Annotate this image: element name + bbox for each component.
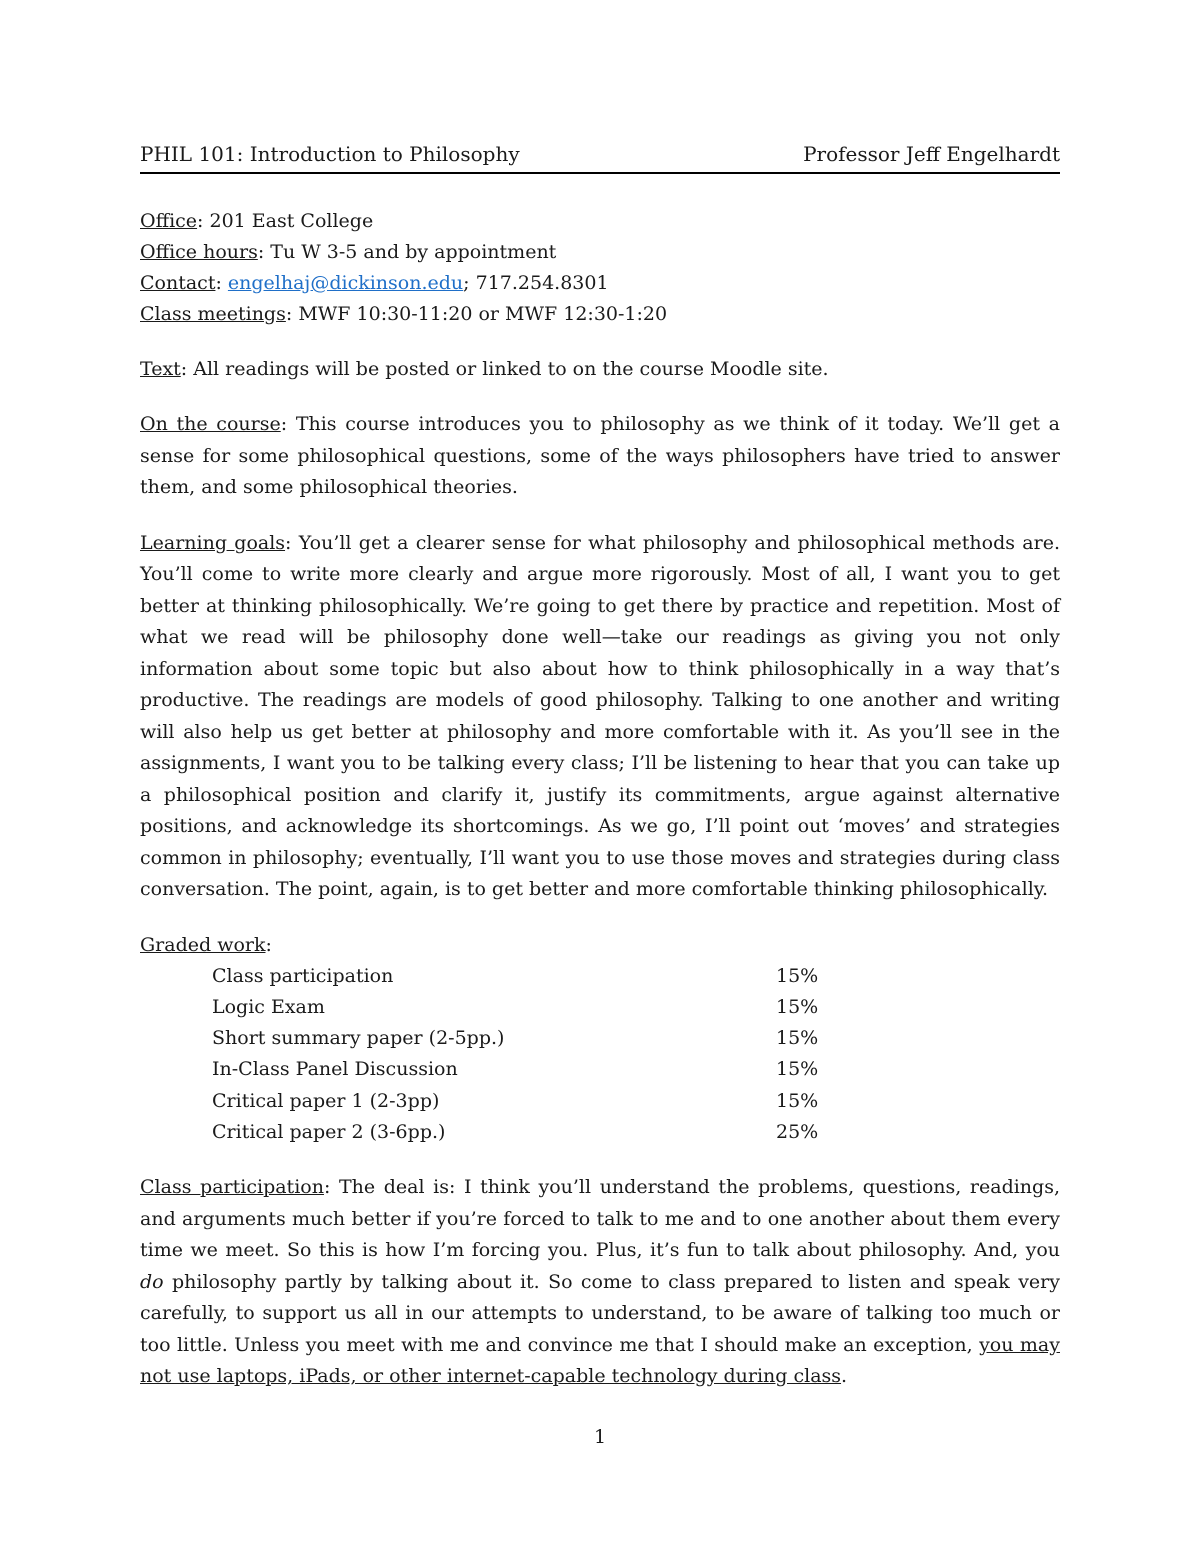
class-participation-label: Class participation — [140, 1176, 324, 1199]
office-value: 201 East College — [209, 210, 374, 232]
text-label: Text — [140, 358, 181, 380]
office-label: Office — [140, 210, 198, 232]
graded-work-weight: 25% — [776, 1120, 819, 1143]
page-header — [140, 140, 1060, 174]
phone-number: 717.254.8301 — [475, 272, 609, 294]
professor-name: Professor Jeff Engelhardt — [803, 142, 1060, 166]
graded-work-label: Graded work — [140, 933, 266, 956]
class-meetings-value: MWF 10:30-11:20 or MWF 12:30-1:20 — [298, 303, 668, 325]
graded-work-row — [140, 1023, 1060, 1054]
graded-work-row — [140, 992, 1060, 1023]
graded-work-item: Class participation — [212, 964, 394, 987]
graded-work-heading: Graded work: — [140, 933, 272, 956]
text-value: All readings will be posted or linked to on the course Moodle site. — [193, 358, 829, 380]
graded-work-weight: 15% — [776, 995, 819, 1018]
course-section: On the course: This course introduces you to philosophy as we think of it today. We’ll get a sense for some philosophical questions, some of the ways philosophers have tried to answer them, and some philosophical theories. — [140, 413, 1060, 498]
course-title: PHIL 101: Introduction to Philosophy — [140, 142, 520, 166]
graded-work-section — [140, 930, 1060, 1149]
email-link[interactable]: engelhaj@dickinson.edu — [227, 272, 464, 294]
emphasis-do: do — [140, 1270, 164, 1293]
office-hours-value: Tu W 3-5 and by appointment — [270, 241, 557, 263]
policy-period: . — [841, 1365, 848, 1388]
office-hours-label: Office hours — [140, 241, 258, 263]
technology-policy: you may not use laptops, iPads, or other internet-capable technology during class — [140, 1333, 1060, 1388]
page-number: 1 — [593, 1426, 607, 1448]
graded-work-item: Logic Exam — [212, 995, 325, 1018]
contact-line: Contact: engelhaj@dickinson.edu; 717.254.8301 — [140, 272, 609, 294]
class-participation-body: The deal is: I think you’ll understand the problems, questions, readings, and arguments much better if you’re forced to talk to me and to one another about them every time we meet. So this is how I’m forcing you. Plus, it’s fun to talk about philosophy. And, you — [140, 1176, 1060, 1262]
class-participation-body-cont: philosophy partly by talking about it. So come to class prepared to listen and speak very carefully, to support us all in our attempts to understand, to be aware of talking too much or too little. Unless you meet with me and convince me that I should make an exception, — [140, 1270, 1060, 1356]
learning-goals-section: Learning goals: You’ll get a clearer sense for what philosophy and philosophical methods are. You’ll come to write more clearly and argue more rigorously. Most of all, I want you to get better at thinking philosophically. We’re going to get there by practice and repetition. Most of what we read will be philosophy done well—take our readings as giving you not only information about some topic but also about how to think philosophically in a way that’s productive. The readings are models of good philosophy. Talking to one another and writing will also help us get better at philosophy and more comfortable with it. As you’ll see in the assignments, I want you to be talking every class; I’ll be listening to hear that you can take up a philosophical position and clarify it, justify its commitments, argue against alternative positions, and acknowledge its shortcomings. As we go, I’ll point out ‘moves’ and strategies common in philosophy; eventually, I’ll want you to use those moves and strategies during class conversation. The point, again, is to get better and more comfortable thinking philosophically. — [140, 531, 1060, 900]
graded-work-weight: 15% — [776, 964, 819, 987]
graded-work-row — [140, 1117, 1060, 1148]
graded-work-row — [140, 961, 1060, 992]
contact-label: Contact — [140, 272, 216, 294]
graded-work-row — [140, 1054, 1060, 1085]
graded-work-row — [140, 1086, 1060, 1117]
text-section: Text: All readings will be posted or linked to on the course Moodle site. — [140, 358, 829, 380]
course-body: This course introduces you to philosophy as we think of it today. We’ll get a sense for some philosophical questions, some of the ways philosophers have tried to answer them, and some philosophical theories. — [140, 413, 1060, 498]
graded-work-table — [140, 961, 1060, 1149]
learning-goals-label: Learning goals — [140, 531, 286, 554]
graded-work-item: Critical paper 1 (2-3pp) — [212, 1089, 440, 1112]
class-meetings-line: Class meetings: MWF 10:30-11:20 or MWF 12:30-1:20 — [140, 303, 668, 325]
office-line: Office: 201 East College — [140, 210, 374, 232]
graded-work-item: Short summary paper (2-5pp.) — [212, 1027, 505, 1050]
graded-work-item: Critical paper 2 (3-6pp.) — [212, 1120, 446, 1143]
course-label: On the course — [140, 413, 281, 435]
info-block — [140, 206, 1060, 330]
office-hours-line: Office hours: Tu W 3-5 and by appointment — [140, 241, 557, 263]
class-meetings-label: Class meetings — [140, 303, 286, 325]
class-participation-section: Class participation: The deal is: I think you’ll understand the problems, questions, readings, and arguments much better if you’re forced to talk to me and to one another about them every time we meet. So this is how I’m forcing you. Plus, it’s fun to talk about philosophy. And, you do philosophy partly by talking about it. So come to class prepared to listen and speak very carefully, to support us all in our attempts to understand, to be aware of talking too much or too little. Unless you meet with me and convince me that I should make an exception, you may not use laptops, iPads, or other internet-capable technology during class. — [140, 1176, 1060, 1388]
syllabus-page — [140, 140, 1060, 1393]
graded-work-weight: 15% — [776, 1058, 819, 1081]
graded-work-weight: 15% — [776, 1027, 819, 1050]
graded-work-weight: 15% — [776, 1089, 819, 1112]
graded-work-item: In-Class Panel Discussion — [212, 1058, 458, 1081]
learning-goals-body: You’ll get a clearer sense for what philosophy and philosophical methods are. You’ll come to write more clearly and argue more rigorously. Most of all, I want you to get better at thinking philosophically. We’re going to get there by practice and repetition. Most of what we read will be philosophy done well—take our readings as giving you not only information about some topic but also about how to think philosophically in a way that’s productive. The readings are models of good philosophy. Talking to one another and writing will also help us get better at philosophy and more comfortable with it. As you’ll see in the assignments, I want you to be talking every class; I’ll be listening to hear that you can take up a philosophical position and clarify it, justify its commitments, argue against alternative positions, and acknowledge its shortcomings. As we go, I’ll point out ‘moves’ and strategies common in philosophy; eventually, I’ll want you to use those moves and strategies during class conversation. The point, again, is to get better and more comfortable thinking philosophically. — [140, 531, 1060, 900]
